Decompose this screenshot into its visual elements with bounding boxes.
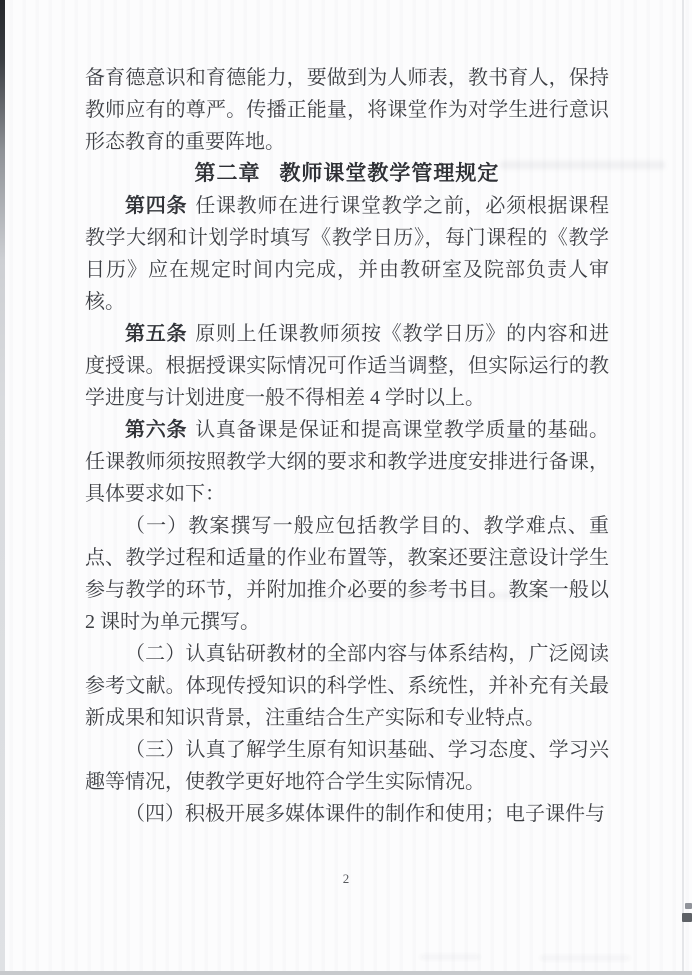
chapter-label: 第二章	[194, 162, 261, 185]
article-6-label: 第六条	[125, 419, 188, 441]
list-item-1: （一）教案撰写一般应包括教学目的、教学难点、重点、教学过程和适量的作业布置等，教案还要注意设计学生参与教学的环节，并附加推介必要的参考书目。教案一般以 2 课时为单元撰写。	[85, 515, 609, 633]
article-6	[85, 414, 609, 510]
scan-edge-left	[0, 0, 5, 975]
chapter-heading	[85, 158, 609, 190]
scan-edge-bottom	[0, 971, 692, 975]
bleed-through-smudge	[540, 956, 630, 960]
article-4-text: 任课教师在进行课堂教学之前，必须根据课程教学大纲和计划学时填写《教学日历》，每门课程的《教学日历》应在规定时间内完成，并由教研室及院部负责人审核。	[85, 195, 610, 313]
document-body	[85, 62, 609, 830]
list-item-4: （四）积极开展多媒体课件的制作和使用；电子课件与	[125, 803, 605, 825]
chapter-title: 教师课堂教学管理规定	[279, 162, 500, 185]
scan-edge-right	[682, 0, 684, 975]
article-6-text: 认真备课是保证和提高课堂教学质量的基础。任课教师须按照教学大纲的要求和教学进度安排进行备课，具体要求如下：	[85, 419, 610, 505]
list-item-3: （三）认真了解学生原有知识基础、学习态度、学习兴趣等情况，使教学更好地符合学生实际情况。	[85, 739, 609, 793]
article-5-label: 第五条	[125, 323, 188, 345]
scan-speck	[682, 913, 692, 922]
bleed-through-smudge	[420, 955, 480, 959]
article-5-text: 原则上任课教师须按《教学日历》的内容和进度授课。根据授课实际情况可作适当调整，但实际运行的教学进度与计划进度一般不得相差 4 学时以上。	[85, 323, 610, 409]
intro-paragraph: 备育德意识和育德能力，要做到为人师表，教书育人，保持教师应有的尊严。传播正能量，将课堂作为对学生进行意识形态教育的重要阵地。	[85, 67, 609, 153]
article-4-label: 第四条	[125, 195, 188, 217]
list-item-2: （二）认真钻研教材的全部内容与体系结构，广泛阅读参考文献。体现传授知识的科学性、系统性，并补充有关最新成果和知识背景，注重结合生产实际和专业特点。	[85, 643, 609, 729]
article-5	[85, 318, 609, 414]
page-number: 2	[342, 871, 350, 886]
article-4	[85, 190, 609, 318]
scan-speck	[685, 903, 692, 909]
